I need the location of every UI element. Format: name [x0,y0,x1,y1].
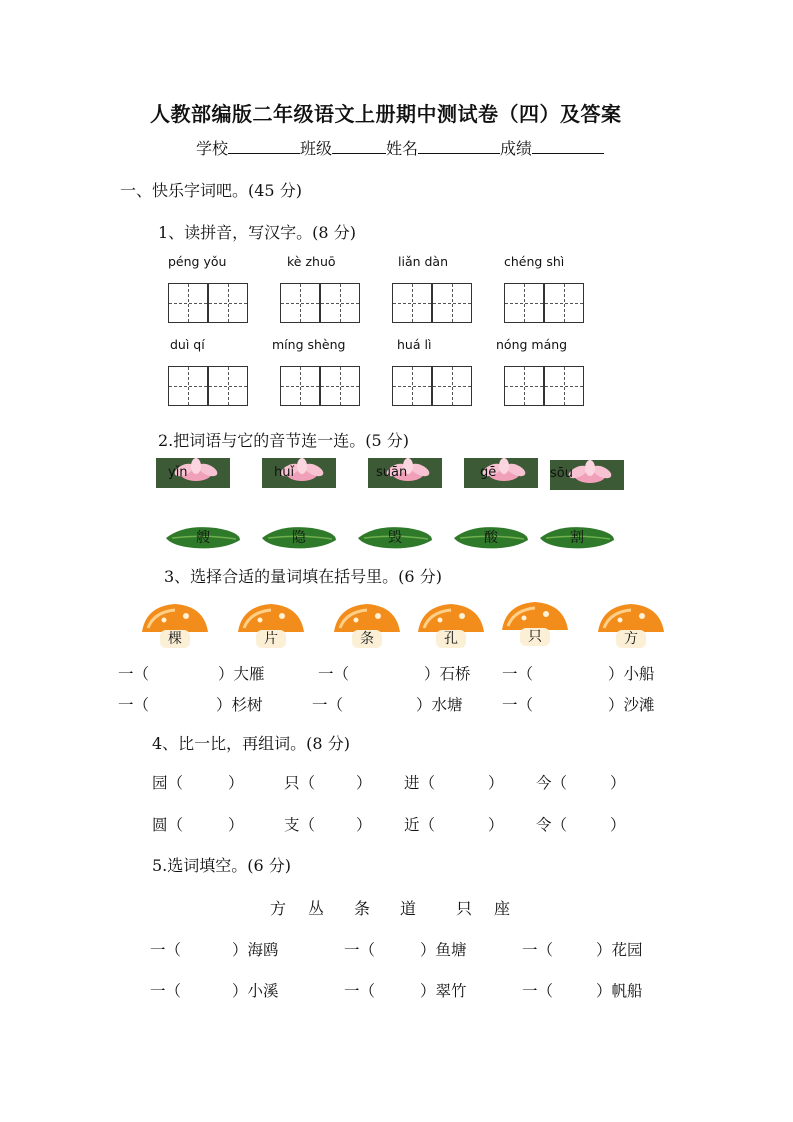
measure-word: 棵 [168,631,182,647]
syllable-label: huǐ [274,465,295,480]
writing-grid-box[interactable] [280,366,320,406]
lotus-flower-card[interactable] [464,458,538,488]
fill-suffix: ）水塘 [416,696,463,714]
fill-prefix: 一（ [344,941,376,959]
writing-grid-box[interactable] [320,366,360,406]
word-option: 只 [456,899,473,918]
leaf-char: 割 [570,530,584,546]
leaf-char: 毁 [388,530,402,546]
fill-suffix: ）海鸥 [232,941,279,959]
fill-suffix: ）小船 [608,665,655,683]
paren-close: ） [610,816,626,834]
lotus-flower-icon [464,458,538,488]
pinyin-label: kè zhuō [287,254,336,269]
compare-char: 只（ [284,774,316,792]
writing-grid-box[interactable] [504,283,544,323]
fill-prefix: 一（ [502,696,534,714]
measure-word: 片 [264,631,278,647]
word-option: 丛 [308,899,325,918]
fill-prefix: 一（ [522,941,554,959]
writing-grid-box[interactable] [168,283,208,323]
measure-word: 条 [360,631,374,647]
leaf-char: 隐 [292,530,306,546]
lotus-leaf-card[interactable] [452,524,530,550]
writing-grid-box[interactable] [392,283,432,323]
lotus-leaf-card[interactable] [538,524,616,550]
compare-char: 园（ [152,774,184,792]
writing-grid-box[interactable] [392,366,432,406]
writing-grid-box[interactable] [168,366,208,406]
fill-suffix: ）石桥 [424,665,471,683]
fill-prefix: 一（ [118,696,150,714]
question-2-title: 2.把词语与它的音节连一连。(5 分) [158,431,410,450]
lotus-flower-card[interactable] [368,458,442,488]
mushroom-card[interactable] [332,602,402,650]
word-option: 方 [270,899,287,918]
school-blank[interactable] [228,137,300,154]
fill-suffix: ）翠竹 [420,982,467,1000]
fill-suffix: ）帆船 [596,982,643,1000]
measure-word: 只 [528,629,542,645]
syllable-label: yǐn [168,465,188,480]
fill-prefix: 一（ [150,941,182,959]
paren-close: ） [356,816,372,834]
measure-word: 孔 [444,631,458,647]
fill-suffix: ）花园 [596,941,643,959]
syllable-label: gē [480,465,497,480]
lotus-leaf-card[interactable] [164,524,242,550]
lotus-flower-card[interactable] [156,458,230,488]
writing-grid-box[interactable] [432,366,472,406]
paren-close: ） [228,774,244,792]
pinyin-label: huá lì [397,337,432,352]
mushroom-card[interactable] [500,600,570,648]
pinyin-label: liǎn dàn [398,254,449,269]
fill-prefix: 一（ [344,982,376,1000]
leaf-char: 酸 [484,530,498,546]
writing-grid-box[interactable] [544,366,584,406]
compare-char: 进（ [404,774,436,792]
score-blank[interactable] [532,137,604,154]
lotus-flower-card[interactable] [262,458,336,488]
fill-suffix: ）大雁 [218,665,265,683]
writing-grid-box[interactable] [208,283,248,323]
syllable-label: sōu [550,466,573,481]
compare-char: 支（ [284,816,316,834]
paren-close: ） [488,774,504,792]
word-option: 座 [494,899,511,918]
compare-char: 今（ [536,774,568,792]
compare-char: 令（ [536,816,568,834]
fill-suffix: ）鱼塘 [420,941,467,959]
mushroom-card[interactable] [596,602,666,650]
pinyin-label: míng shèng [272,337,346,352]
pinyin-label: péng yǒu [168,254,227,269]
compare-char: 圆（ [152,816,184,834]
fill-prefix: 一（ [118,665,150,683]
fill-prefix: 一（ [522,982,554,1000]
writing-grid-box[interactable] [320,283,360,323]
mushroom-card[interactable] [236,602,306,650]
paren-close: ） [488,816,504,834]
compare-char: 近（ [404,816,436,834]
lotus-leaf-card[interactable] [356,524,434,550]
class-label: 班级 [300,139,333,158]
page-title: 人教部编版二年级语文上册期中测试卷（四）及答案 [150,102,622,126]
pinyin-label: chéng shì [504,254,565,269]
fill-prefix: 一（ [318,665,350,683]
paren-close: ） [356,774,372,792]
writing-grid-box[interactable] [504,366,544,406]
question-3-title: 3、选择合适的量词填在括号里。(6 分) [164,567,442,586]
fill-suffix: ）杉树 [216,696,263,714]
writing-grid-box[interactable] [432,283,472,323]
pinyin-label: nóng máng [496,337,568,352]
fill-suffix: ）小溪 [232,982,279,1000]
fill-prefix: 一（ [150,982,182,1000]
lotus-leaf-card[interactable] [260,524,338,550]
pinyin-label: duì qí [170,337,205,352]
question-4-title: 4、比一比，再组词。(8 分) [152,734,350,753]
name-blank[interactable] [418,137,500,154]
paren-close: ） [610,774,626,792]
fill-suffix: ）沙滩 [608,696,655,714]
student-info-line [196,136,604,159]
measure-word: 方 [624,631,638,647]
question-1-title: 1、读拼音，写汉字。(8 分) [158,223,356,242]
school-label: 学校 [196,139,229,158]
mushroom-card[interactable] [416,602,486,650]
writing-grid-box[interactable] [280,283,320,323]
writing-grid-box[interactable] [208,366,248,406]
syllable-label: suān [376,465,408,480]
word-option: 道 [400,899,417,918]
question-5-title: 5.选词填空。(6 分) [152,856,292,875]
fill-prefix: 一（ [312,696,344,714]
section-heading: 一、快乐字词吧。(45 分) [120,181,302,200]
name-label: 姓名 [386,139,419,158]
score-label: 成绩 [500,139,533,158]
fill-prefix: 一（ [502,665,534,683]
lotus-flower-card[interactable] [550,460,624,490]
writing-grid-box[interactable] [544,283,584,323]
paren-close: ） [228,816,244,834]
class-blank[interactable] [332,137,386,154]
word-option: 条 [354,899,371,918]
leaf-char: 艘 [196,530,210,546]
mushroom-card[interactable] [140,602,210,650]
